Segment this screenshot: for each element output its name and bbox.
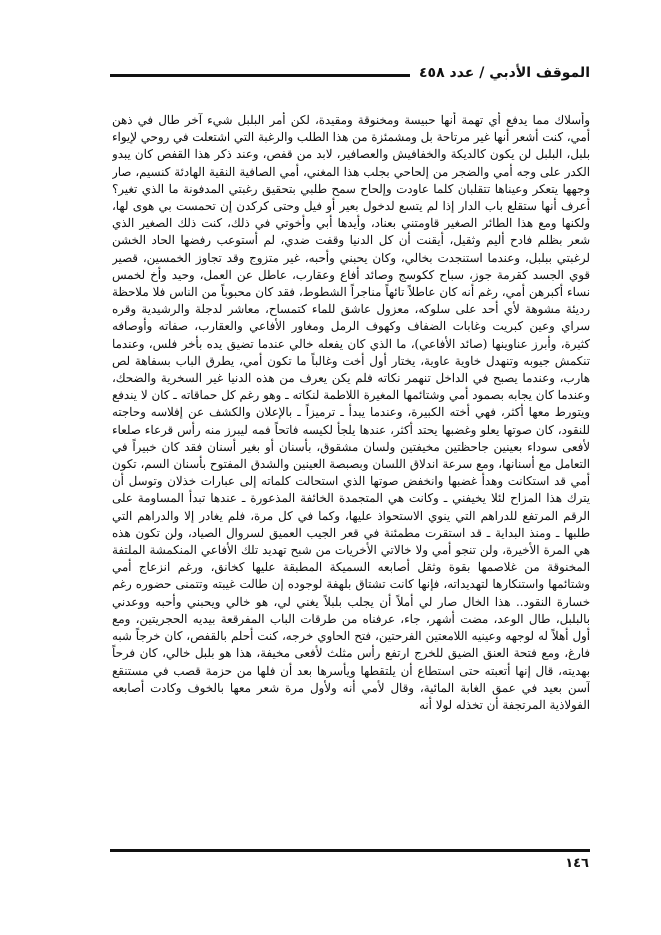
- page-number: ١٤٦: [565, 856, 589, 871]
- page-header: [110, 63, 590, 89]
- journal-title: الموقف الأدبي / عدد ٤٥٨: [419, 65, 590, 81]
- body-paragraph: وأسلاك مما يدفع أي تهمة أنها حبيسة ومخنوقة ومقيدة، لكن أمر البلبل شيء آخر طال في ذهن أمي، كنت أشعر أنها غير مرتاحة بل ومشمئزة من هذا الطلب والرغبة التي اشتعلت في روحي لإيواء بلبل، البلبل لن يكون كالديكة والخفافيش والعصافير، لابد من قفص، وعند ذكر هذا القفص كان يبدو الكدر على وجه أمي والضجر من إلحاحي بجلب هذا المغني، أمي الصافية النقية الهادئة كنسيم، صار وجهها يتعكر وعيناها تتقلبان كلما عاودت وإلحاح سمح طلبي بتحقيق رغبتي المدفونة ما الذي تغير؟ أعرف أنها ستقلع باب الدار إذا لم يتسع لدخول بعير أو فيل وحتى كركدن إن تحمست بي هوى لها، ولكنها ومع هذا الطائر الصغير قاومتني بعناد، وأيدها أبي وأخوتي في ذلك، كنت ذلك الصغير الذي شعر بظلم فادح أليم وثقيل، أيقنت أن كل الدنيا وقفت ضدي، لم أستوعب رفضها الحاد الخشن لرغبتي ببلبل، وعندما استنجدت بخالي، وكان يحبني وأحبه، غير متزوج وقد تجاوز الخمسين، قصير قوي الجسد كقرمة جوز، سباح ككوسج وصائد أفاع وعقارب، عاطل عن العمل، وحيد وأخ لخمس نساء أكبرهن أمي، رغم أنه كان عاطلاً تائهاً مناجراً الشطوط، فقد كان محبوباً من الناس فلا ملاحظة رديئة مشوهة لأي أحد على سلوكه، معزول عاشق للماء كتمساح، معاشر لدجلة والرشيدية وقره سراي وعين كبريت وغابات الضفاف وكهوف الرمل ومغاور الأفاعي والعقارب، صفاته وأوصافه كثيرة، وأبرز عناوينها (صائد الأفاعي)، ما الذي كان يفعله خالي عندما تضيق يده بأخر فلس، وعندما تنكمش جيوبه وتنهدل خاوية عاوية، يختار أول أخت وغالباً ما تكون أمي، يطرق الباب بسفاهة لص هارب، وعندما يصبح في الداخل تنهمر نكاته فلم يكن يعرف من هذه الدنيا غير السخرية والضحك، وعندما كان يجابه بصمود أمي وشتائمها المغيرة اللاطمة لنكاته ـ وهو رغم كل حماقاته ـ كان لا يندفع ويتورط معها أكثر، فهي أخته الكبيرة، وعندما يبدأ ـ ترميزاً ـ بالإعلان والكشف عن إفلاسه وحاجته للنقود، كان صوتها يعلو وغضبها يحتد أكثر، عندها يلجأ لكيسه فاتحاً فمه ليبرز منه رأس قرعاء صلعاء لأفعى سوداء بعينين جاحظتين مخيفتين ولسان مشقوق، بأسنان أو بغير أسنان فقد كان خبيراً في التعامل مع أسنانها، ومع سرعة اندلاق اللسان وبصبصة العينين والشدق المفتوح بأسنان السم، تكون أمي قد استكانت وهدأ غضبها وانخفض صوتها الذي استحالت كلماته إلى عبارات خذلان وتوسل أن يترك هذا المزاح لئلا يخيفني ـ وكانت هي المتجمدة الخائفة المذعورة ـ عندها تبدأ المساومة على الرقم المرتفع للدراهم التي ينوي الاستحواذ عليها، وكما في كل مرة، فلم يغادر إلا والدراهم التي طلبها ـ ومنذ البداية ـ قد استقرت مطمئنة في قعر الجيب العميق لسروال الصياد، ولن تكون هذه هي المرة الأخيرة، ولن تنجو أمي ولا خالاتي الأخريات من شبح تهديد تلك الأفاعي المنكمشة الملتفة المخنوقة من غلاصمها بقوة وثقل أصابعه السميكة المطبقة عليها كخانق، ورغم انزعاج أمي وشتائمها واستنكارها لتهديداته، فإنها كانت تشتاق بلهفة لوجوده إن طالت غيبته وتتمنى حضوره رغم خسارة النقود.. هذا الخال صار لي أملاً أن يجلب بلبلاً يغني لي، هو خالي ويحبني وأحبه ووعدني بالبلبل، طال الوعد، مضت أشهر، جاء، عرفناه من طرقات الباب المفرقعة بيديه الحجريتين، ومع أول أهلاً له لوجهه وعينيه اللامعتين الفرحتين، فتح الحاوي خرجه، كنت أحلم بالقفص، كان خرجاً شبه فارغ، ومع فتحة العنق الضيق للخرج ارتفع رأس مثلث لأفعى مخيفة، هذا هو بلبل خالي، كان فرحاً بهديته، قال إنها أتعبته حتى استطاع أن يلتقطها ويأسرها بعد أن فلها من حزمة قصب في مستنقع آسن بعيد في عمق الغابة المائية، وقال لأمي أنه ولأول مرة شعر معها بالخوف وكادت أصابعه الفولاذية المرتجفة أن تخذله لولا أنه: [112, 113, 590, 712]
- article-body: [112, 112, 590, 834]
- header-rule: [110, 74, 410, 77]
- footer-rule: [110, 849, 590, 852]
